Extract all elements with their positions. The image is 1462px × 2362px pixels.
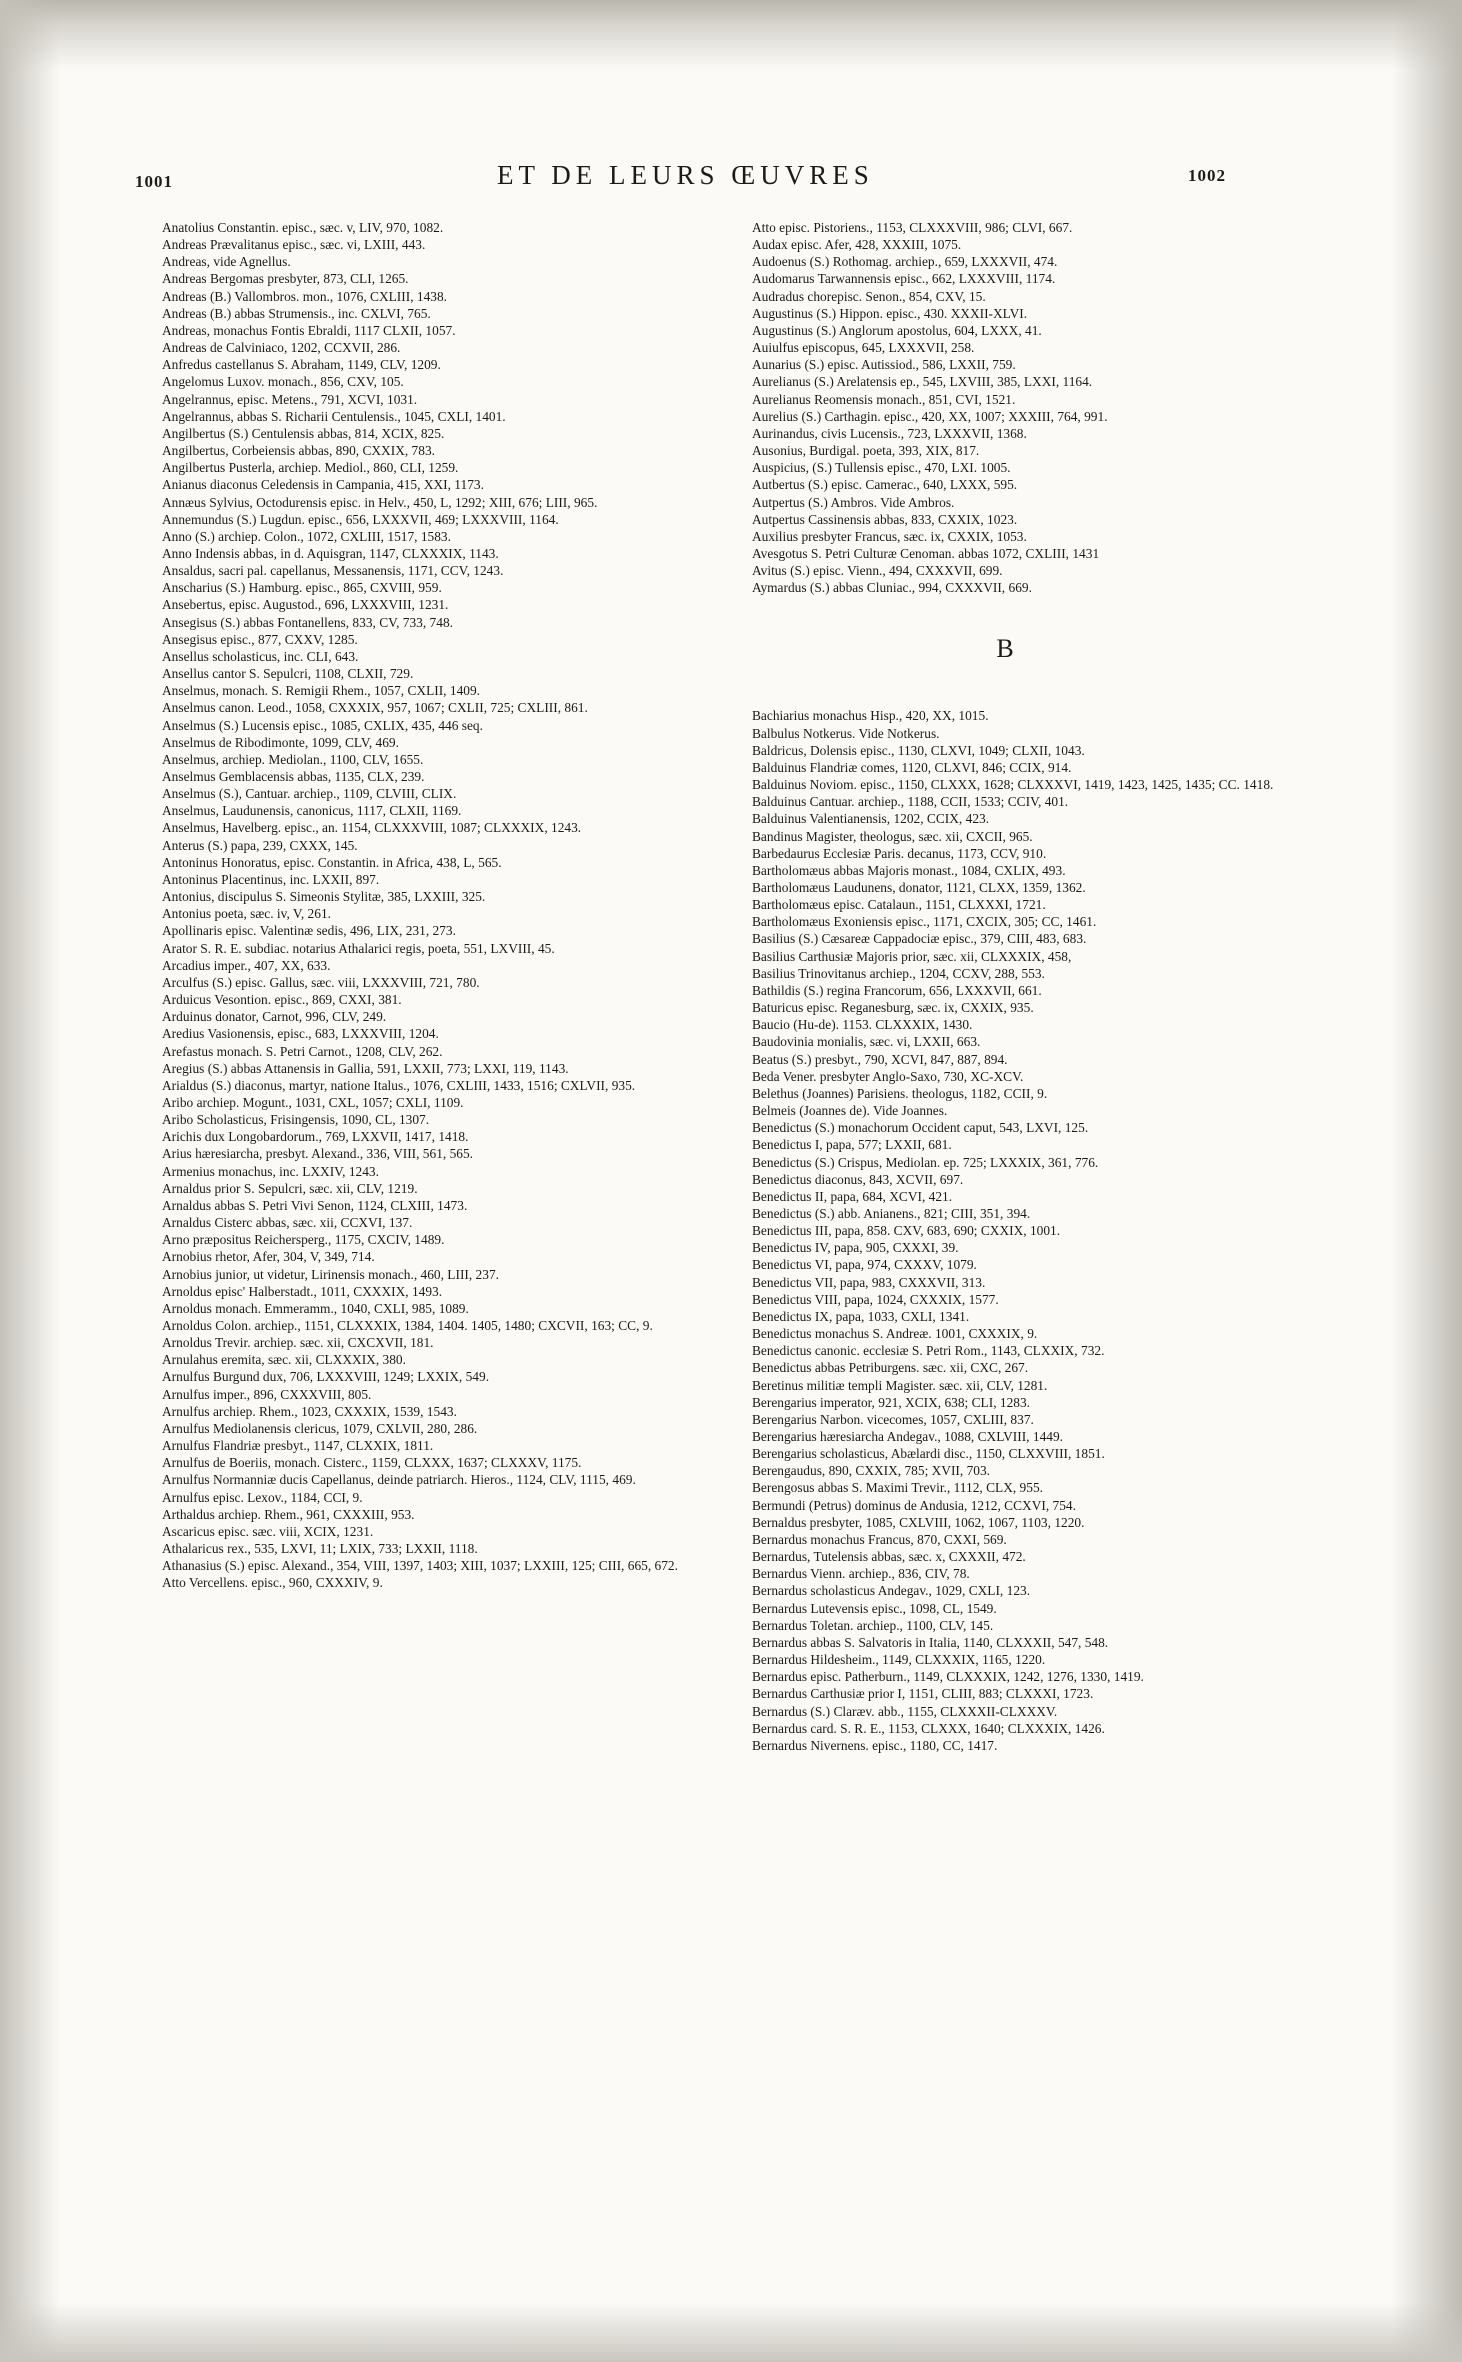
index-entry: Benedictus IV, papa, 905, CXXXI, 39. [752,1240,959,1256]
index-entry: Antoninus Honoratus, episc. Constantin. in Africa, 438, L, 565. [162,854,502,870]
index-entry: Arno præpositus Reichersperg., 1175, CXCIV, 1489. [162,1232,445,1248]
index-entry: Berengarius imperator, 921, XCIX, 638; CLI, 1283. [752,1394,1031,1410]
index-entry: Armenius monachus, inc. LXXIV, 1243. [162,1163,379,1179]
index-entry: Anno Indensis abbas, in d. Aquisgran, 1147, CLXXXIX, 1143. [162,545,499,561]
index-entry: Anselmus (S.) Lucensis episc., 1085, CXLIX, 435, 446 seq. [162,717,483,733]
index-entry: Bernardus abbas S. Salvatoris in Italia, 1140, CLXXXII, 547, 548. [752,1634,1109,1650]
index-entry: Ansellus scholasticus, inc. CLI, 643. [162,648,359,664]
index-entry: Berengarius hæresiarcha Andegav., 1088, CXLVIII, 1449. [752,1429,1064,1444]
index-entry: Arnulahus eremita, sæc. xii, CLXXXIX, 380. [162,1352,406,1368]
index-entry: Arefastus monach. S. Petri Carnot., 1208, CLV, 262. [162,1043,443,1059]
index-entry: Balbulus Notkerus. Vide Notkerus. [752,725,940,741]
index-entry: Aribo Scholasticus, Frisingensis, 1090, CL, 1307. [162,1112,430,1128]
index-entry: Arnulfus Normanniæ ducis Capellanus, deinde patriarch. Hieros., 1124, CLV, 1115, 469. [162,1472,636,1488]
index-entry: Benedictus canonic. ecclesiæ S. Petri Rom., 1143, CLXXIX, 732. [752,1343,1105,1359]
index-entry: Andreas de Calviniaco, 1202, CCXVII, 286. [162,340,401,356]
index-entry: Andreas, vide Agnellus. [162,254,291,270]
index-entry: Aregius (S.) abbas Attanensis in Gallia, 591, LXXII, 773; LXXI, 119, 1143. [162,1060,569,1076]
index-entry: Aurelianus Reomensis monach., 851, CVI, 1521. [752,391,1016,407]
index-entry: Benedictus VI, papa, 974, CXXXV, 1079. [752,1257,977,1273]
index-entry: Berengosus abbas S. Maximi Trevir., 1112, CLX, 955. [752,1480,1043,1496]
index-entry: Angilbertus, Corbeiensis abbas, 890, CXXIX, 783. [162,443,435,459]
index-entry: Anianus diaconus Celedensis in Campania, 415, XXI, 1173. [162,477,484,493]
page-header [0,160,1462,200]
index-entry: Auspicius, (S.) Tullensis episc., 470, LXI. 1005. [752,460,1011,476]
index-entry: Benedictus II, papa, 684, XCVI, 421. [752,1188,953,1204]
index-entry: Autpertus Cassinensis abbas, 833, CXXIX, 1023. [752,511,1018,527]
index-entry: Bernardus monachus Francus, 870, CXXI, 569. [752,1531,1007,1547]
index-entry: Angelrannus, abbas S. Richarii Centulensis., 1045, CXLI, 1401. [162,408,506,424]
index-entry: Aredius Vasionensis, episc., 683, LXXXVIII, 1204. [162,1026,439,1042]
index-entry: Arnaldus Cisterc abbas, sæc. xii, CCXVI, 137. [162,1215,413,1231]
index-entry: Autpertus (S.) Ambros. Vide Ambros. [752,494,955,510]
index-entry: Anno (S.) archiep. Colon., 1072, CXLIII, 1517, 1583. [162,528,451,544]
index-entry: Benedictus diaconus, 843, XCVII, 697. [752,1171,964,1187]
index-entry: Anselmus (S.), Cantuar. archiep., 1109, CLVIII, CLIX. [162,786,457,802]
index-entry: Apollinaris episc. Valentinæ sedis, 496, LIX, 231, 273. [162,923,456,939]
index-entry: Angelrannus, episc. Metens., 791, XCVI, 1031. [162,391,418,407]
index-entry: Bartholomæus Laudunens, donator, 1121, CLXX, 1359, 1362. [752,880,1086,895]
running-title: ET DE LEURS ŒUVRES [497,160,874,190]
index-entry: Anselmus, Laudunensis, canonicus, 1117, CLXII, 1169. [162,803,462,819]
index-entry: Aurelianus (S.) Arelatensis ep., 545, LXVIII, 385, LXXI, 1164. [752,374,1093,390]
index-entry: Arnaldus abbas S. Petri Vivi Senon, 1124, CLXIII, 1473. [162,1197,468,1213]
index-entry: Annemundus (S.) Lugdun. episc., 656, LXXXVII, 469; LXXXVIII, 1164. [162,511,559,527]
index-entry: Athanasius (S.) episc. Alexand., 354, VIII, 1397, 1403; XIII, 1037; LXXIII, 125; CIII, 665, 672. [162,1558,678,1574]
index-entry: Bartholomæus Exoniensis episc., 1171, CXCIX, 305; CC, 1461. [752,914,1097,930]
index-entry: Bernardus Nivernens. episc., 1180, CC, 1417. [752,1737,998,1753]
index-entry: Ansellus cantor S. Sepulcri, 1108, CLXII, 729. [162,666,414,682]
index-entry: Arnoldus monach. Emmeramm., 1040, CXLI, 985, 1089. [162,1300,469,1316]
index-entry: Ansegisus episc., 877, CXXV, 1285. [162,631,358,647]
index-entry: Balduinus Flandriæ comes, 1120, CLXVI, 846; CCIX, 914. [752,759,1072,775]
index-entry: Augustinus (S.) Hippon. episc., 430. XXXII-XLVI. [752,305,1028,321]
index-entry: Bernardus scholasticus Andegav., 1029, CXLI, 123. [752,1583,1031,1599]
index-entry: Ansaldus, sacri pal. capellanus, Messanensis, 1171, CCV, 1243. [162,563,504,579]
scan-edge-bottom [0,2302,1462,2362]
index-entry: Auxilius presbyter Francus, sæc. ix, CXXIX, 1053. [752,528,1027,544]
index-entry: Antonius, discipulus S. Simeonis Stylitæ, 385, LXXIII, 325. [162,889,486,905]
index-entry: Arnoldus Trevir. archiep. sæc. xii, CXCXVII, 181. [162,1335,434,1351]
index-entry: Benedictus VII, papa, 983, CXXXVII, 313. [752,1274,986,1290]
index-entry: Basilius (S.) Cæsareæ Cappadociæ episc., 379, CIII, 483, 683. [752,931,1087,947]
index-entry: Angelomus Luxov. monach., 856, CXV, 105. [162,374,404,390]
index-entry: Aurinandus, civis Lucensis., 723, LXXXVII, 1368. [752,425,1027,441]
index-entry: Anselmus Gemblacensis abbas, 1135, CLX, 239. [162,769,425,784]
index-entry: Baudovinia monialis, sæc. vi, LXXII, 663. [752,1034,981,1050]
index-entry: Ausonius, Burdigal. poeta, 393, XIX, 817. [752,443,980,459]
index-entry: Antoninus Placentinus, inc. LXXII, 897. [162,871,380,887]
index-entry: Arius hæresiarcha, presbyt. Alexand., 336, VIII, 561, 565. [162,1146,474,1162]
scan-edge-top [0,0,1462,70]
index-entry: Athalaricus rex., 535, LXVI, 11; LXIX, 733; LXXII, 1118. [162,1541,478,1557]
index-entry: Bermundi (Petrus) dominus de Andusia, 1212, CCXVI, 754. [752,1497,1076,1513]
index-entry: Atto episc. Pistoriens., 1153, CLXXXVIII, 986; CLVI, 667. [752,220,1073,235]
index-entry: Audoenus (S.) Rothomag. archiep., 659, LXXXVII, 474. [752,254,1058,270]
scan-edge-left [0,0,60,2362]
section-letter-b: B [996,634,1014,664]
index-entry: Bathildis (S.) regina Francorum, 656, LXXXVII, 661. [752,982,1042,998]
index-entry: Belmeis (Joannes de). Vide Joannes. [752,1103,948,1119]
index-entry: Baldricus, Dolensis episc., 1130, CLXVI, 1049; CLXII, 1043. [752,742,1085,758]
index-entry: Balduinus Valentianensis, 1202, CCIX, 423. [752,811,990,827]
index-entry: Arator S. R. E. subdiac. notarius Athalarici regis, poeta, 551, LXVIII, 45. [162,940,555,956]
index-entry: Andreas (B.) Vallombros. mon., 1076, CXLIII, 1438. [162,288,448,304]
index-entry: Beretinus militiæ templi Magister. sæc. xii, CLV, 1281. [752,1377,1048,1393]
index-entry: Baturicus episc. Reganesburg, sæc. ix, CXXIX, 935. [752,1000,1034,1016]
index-entry: Arnoldus episc' Halberstadt., 1011, CXXXIX, 1493. [162,1283,443,1299]
page-number-left: 1001 [135,172,173,191]
index-entry: Arduicus Vesontion. episc., 869, CXXI, 381. [162,992,402,1008]
index-entry: Angilbertus (S.) Centulensis abbas, 814, XCIX, 825. [162,425,445,441]
index-entry: Bernardus Lutevensis episc., 1098, CL, 1549. [752,1600,997,1616]
index-entry: Audomarus Tarwannensis episc., 662, LXXXVIII, 1174. [752,271,1056,287]
index-entry: Arnoldus Colon. archiep., 1151, CLXXXIX, 1384, 1404. 1405, 1480; CXCVII, 163; CC, 9. [162,1318,653,1333]
index-entry: Anselmus canon. Leod., 1058, CXXXIX, 957, 1067; CXLII, 725; CXLIII, 861. [162,700,588,716]
index-entry: Bernardus (S.) Claræv. abb., 1155, CLXXXII-CLXXXV. [752,1703,1058,1719]
index-entry: Bernardus Toletan. archiep., 1100, CLV, 145. [752,1617,994,1633]
index-entry: Bachiarius monachus Hisp., 420, XX, 1015. [752,708,989,724]
index-entry: Annæus Sylvius, Octodurensis episc. in Helv., 450, L, 1292; XIII, 676; LIII, 965. [162,494,598,510]
index-entry: Anfredus castellanus S. Abraham, 1149, CLV, 1209. [162,357,441,373]
index-entry: Angilbertus Pusterla, archiep. Mediol., 860, CLI, 1259. [162,460,459,476]
index-entry: Belethus (Joannes) Parisiens. theologus, 1182, CCII, 9. [752,1085,1048,1101]
index-entry: Benedictus (S.) abb. Anianens., 821; CIII, 351, 394. [752,1205,1031,1221]
index-entry: Berengarius Narbon. vicecomes, 1057, CXLIII, 837. [752,1411,1034,1427]
right-column [730,219,1280,1754]
index-entry: Avitus (S.) episc. Vienn., 494, CXXXVII, 699. [752,563,1003,579]
index-entry: Arthaldus archiep. Rhem., 961, CXXXIII, 953. [162,1506,415,1522]
index-entry: Arnulfus Mediolanensis clericus, 1079, CXLVII, 280, 286. [162,1420,478,1436]
index-entry: Beda Vener. presbyter Anglo-Saxo, 730, XC-XCV. [752,1068,1024,1084]
index-entry: Baucio (Hu-de). 1153. CLXXXIX, 1430. [752,1017,973,1033]
index-entry: Bartholomæus episc. Catalaun., 1151, CLXXXI, 1721. [752,897,1046,913]
index-entry: Anscharius (S.) Hamburg. episc., 865, CXVIII, 959. [162,580,442,596]
scan-edge-right [1392,0,1462,2362]
index-entry: Andreas (B.) abbas Strumensis., inc. CXLVI, 765. [162,305,431,321]
index-entry: Anselmus, archiep. Mediolan., 1100, CLV, 1655. [162,751,424,767]
page-number-right: 1002 [1188,166,1226,185]
index-entry: Andreas, monachus Fontis Ebraldi, 1117 CLXII, 1057. [162,322,456,338]
index-entry: Benedictus IX, papa, 1033, CXLI, 1341. [752,1308,970,1324]
index-entry: Auiulfus episcopus, 645, LXXXVII, 258. [752,340,975,356]
index-entry: Audradus chorepisc. Senon., 854, CXV, 15. [752,288,986,304]
index-entry: Benedictus III, papa, 858. CXV, 683, 690; CXXIX, 1001. [752,1223,1061,1239]
index-entry: Anselmus de Ribodimonte, 1099, CLV, 469. [162,734,399,750]
index-entry: Arculfus (S.) episc. Gallus, sæc. viii, LXXXVIII, 721, 780. [162,974,480,990]
index-entry: Arnulfus episc. Lexov., 1184, CCI, 9. [162,1489,363,1505]
index-entry: Arnulfus Flandriæ presbyt., 1147, CLXXIX, 1811. [162,1438,434,1454]
index-entry: Anselmus, monach. S. Remigii Rhem., 1057, CXLII, 1409. [162,683,481,699]
index-entry: Ansegisus (S.) abbas Fontanellens, 833, CV, 733, 748. [162,614,453,630]
index-entry: Beatus (S.) presbyt., 790, XCVI, 847, 887, 894. [752,1051,1008,1067]
index-entry: Balduinus Cantuar. archiep., 1188, CCII, 1533; CCIV, 401. [752,794,1069,810]
index-entry: Arialdus (S.) diaconus, martyr, natione Italus., 1076, CXLIII, 1433, 1516; CXLVII, 935. [162,1077,636,1093]
index-entry: Bernaldus presbyter, 1085, CXLVIII, 1062, 1067, 1103, 1220. [752,1514,1085,1530]
index-entry: Basilius Carthusiæ Majoris prior, sæc. xii, CLXXXIX, 458, [752,948,1072,964]
index-entry: Bernardus, Tutelensis abbas, sæc. x, CXXXII, 472. [752,1549,1026,1565]
index-entry: Arnaldus prior S. Sepulcri, sæc. xii, CLV, 1219. [162,1180,418,1196]
index-entry: Benedictus VIII, papa, 1024, CXXXIX, 1577. [752,1291,999,1307]
index-entry: Aymardus (S.) abbas Cluniac., 994, CXXXVII, 669. [752,580,1032,596]
index-entry: Benedictus monachus S. Andreæ. 1001, CXXXIX, 9. [752,1326,1038,1342]
right-column-entries-b [730,707,1280,1754]
index-entry: Avesgotus S. Petri Culturæ Cenoman. abbas 1072, CXLIII, 1431 [752,545,1100,561]
index-entry: Benedictus (S.) monachorum Occident caput, 543, LXVI, 125. [752,1120,1089,1136]
index-entry: Anatolius Constantin. episc., sæc. v, LIV, 970, 1082. [162,220,444,235]
index-entry: Aurelius (S.) Carthagin. episc., 420, XX, 1007; XXXIII, 764, 991. [752,408,1108,424]
index-entry: Bandinus Magister, theologus, sæc. xii, CXCII, 965. [752,828,1033,844]
index-entry: Berengarius scholasticus, Abælardi disc., 1150, CLXXVIII, 1851. [752,1446,1105,1462]
index-entry: Benedictus I, papa, 577; LXXII, 681. [752,1137,952,1153]
right-column-entries-a [730,219,1280,596]
index-entry: Arnulfus imper., 896, CXXXVIII, 805. [162,1386,372,1402]
index-entry: Bernardus episc. Patherburn., 1149, CLXXXIX, 1242, 1276, 1330, 1419. [752,1669,1144,1685]
index-entry: Audax episc. Afer, 428, XXXIII, 1075. [752,237,962,253]
index-entry: Arnobius rhetor, Afer, 304, V, 349, 714. [162,1249,375,1265]
index-entry: Atto Vercellens. episc., 960, CXXXIV, 9. [162,1575,383,1591]
index-entry: Arnulfus archiep. Rhem., 1023, CXXXIX, 1539, 1543. [162,1403,457,1419]
index-entry: Arnulfus Burgund dux, 706, LXXXVIII, 1249; LXXIX, 549. [162,1369,490,1385]
index-entry: Barbedaurus Ecclesiæ Paris. decanus, 1173, CCV, 910. [752,845,1047,861]
index-entry: Arnulfus de Boeriis, monach. Cisterc., 1159, CLXXX, 1637; CLXXXV, 1175. [162,1455,582,1471]
index-entry: Augustinus (S.) Anglorum apostolus, 604, LXXX, 41. [752,322,1042,338]
index-entry: Anterus (S.) papa, 239, CXXX, 145. [162,837,358,853]
index-entry: Arcadius imper., 407, XX, 633. [162,957,331,973]
index-entry: Andreas Bergomas presbyter, 873, CLI, 1265. [162,271,409,287]
index-entry: Arnobius junior, ut videtur, Lirinensis monach., 460, LIII, 237. [162,1266,499,1282]
index-entry: Benedictus (S.) Crispus, Mediolan. ep. 725; LXXXIX, 361, 776. [752,1154,1099,1170]
index-entry: Ansebertus, episc. Augustod., 696, LXXXVIII, 1231. [162,597,449,613]
left-column [140,219,685,1592]
index-entry: Andreas Prævalitanus episc., sæc. vi, LXIII, 443. [162,237,426,253]
index-entry: Bernardus card. S. R. E., 1153, CLXXX, 1640; CLXXXIX, 1426. [752,1720,1105,1736]
index-entry: Bernardus Vienn. archiep., 836, CIV, 78. [752,1566,970,1582]
index-entry: Benedictus abbas Petriburgens. sæc. xii, CXC, 267. [752,1360,1029,1376]
index-entry: Bartholomæus abbas Majoris monast., 1084, CXLIX, 493. [752,862,1066,878]
index-entry: Ascaricus episc. sæc. viii, XCIX, 1231. [162,1523,374,1539]
index-entry: Bernardus Hildesheim., 1149, CLXXXIX, 1165, 1220. [752,1652,1046,1668]
index-entry: Bernardus Carthusiæ prior I, 1151, CLIII, 883; CLXXXI, 1723. [752,1686,1094,1702]
index-entry: Anselmus, Havelberg. episc., an. 1154, CLXXXVIII, 1087; CLXXXIX, 1243. [162,820,582,836]
index-entry: Balduinus Noviom. episc., 1150, CLXXX, 1628; CLXXXVI, 1419, 1423, 1425, 1435; CC. 1418. [752,777,1274,793]
index-entry: Berengaudus, 890, CXXIX, 785; XVII, 703. [752,1463,991,1479]
index-entry: Basilius Trinovitanus archiep., 1204, CCXV, 288, 553. [752,965,1045,981]
index-entry: Arichis dux Longobardorum., 769, LXXVII, 1417, 1418. [162,1129,469,1145]
index-entry: Autbertus (S.) episc. Camerac., 640, LXXX, 595. [752,477,1018,493]
index-entry: Aribo archiep. Mogunt., 1031, CXL, 1057; CXLI, 1109. [162,1094,464,1110]
index-entry: Arduinus donator, Carnot, 996, CLV, 249. [162,1009,387,1025]
index-entry: Aunarius (S.) episc. Autissiod., 586, LXXII, 759. [752,357,1016,373]
index-entry: Antonius poeta, sæc. iv, V, 261. [162,906,331,922]
